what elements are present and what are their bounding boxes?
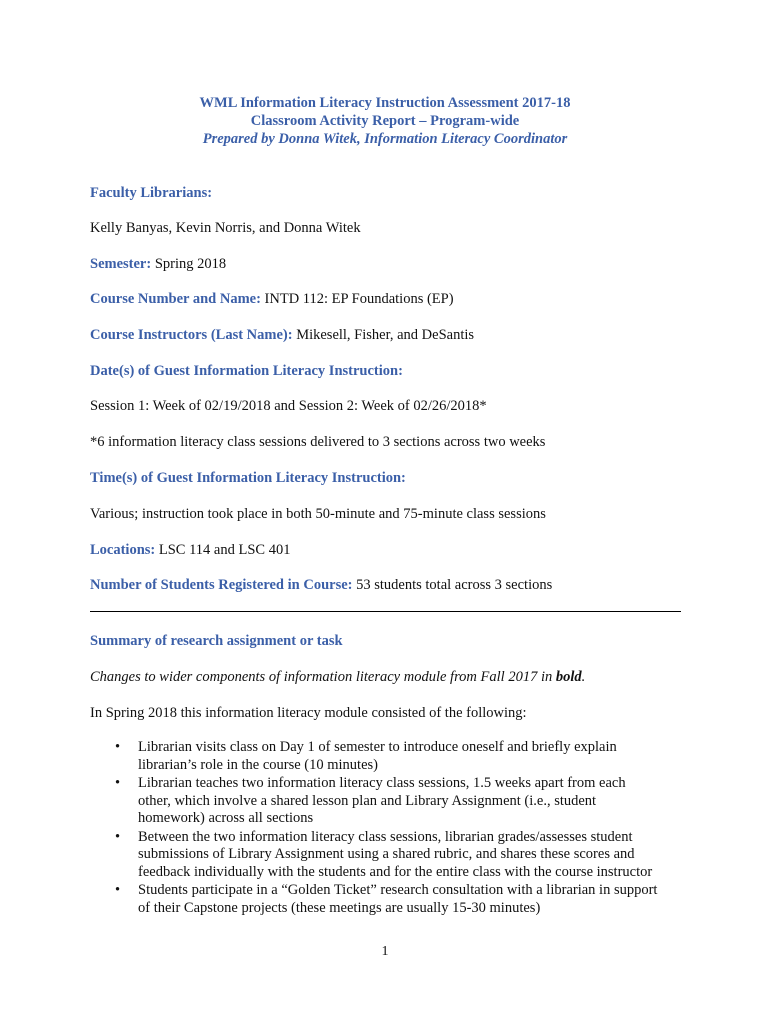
list-item-line: homework) across all sections bbox=[138, 810, 314, 826]
faculty-label: Faculty Librarians: bbox=[90, 185, 213, 201]
list-item-line: other, which involve a shared lesson plan and Library Assignment (i.e., student bbox=[138, 792, 597, 809]
changes-text: Changes to wider components of information literacy module from Fall 2017 in bbox=[90, 669, 556, 685]
locations-value: LSC 114 and LSC 401 bbox=[155, 542, 291, 558]
course-label: Course Number and Name: bbox=[90, 291, 261, 307]
list-item-line: Librarian teaches two information literacy class sessions, 1.5 weeks apart from each bbox=[138, 775, 626, 791]
times-label: Time(s) of Guest Information Literacy Instruction: bbox=[90, 470, 406, 486]
course-row bbox=[90, 290, 454, 308]
list-item bbox=[90, 829, 690, 882]
faculty-value: Kelly Banyas, Kevin Norris, and Donna Witek bbox=[90, 220, 361, 236]
times-value: Various; instruction took place in both 50-minute and 75-minute class sessions bbox=[90, 506, 546, 522]
instructors-label: Course Instructors (Last Name): bbox=[90, 327, 293, 343]
report-subtitle: Classroom Activity Report – Program-wide bbox=[250, 113, 520, 129]
students-label: Number of Students Registered in Course: bbox=[90, 577, 353, 593]
course-value: INTD 112: EP Foundations (EP) bbox=[260, 291, 454, 307]
dates-value: Session 1: Week of 02/19/2018 and Session 2: Week of 02/26/2018* bbox=[90, 398, 487, 414]
bullet-icon: • bbox=[115, 739, 121, 755]
summary-heading: Summary of research assignment or task bbox=[90, 633, 343, 649]
changes-end: . bbox=[581, 669, 586, 685]
page-number: 1 bbox=[381, 944, 389, 959]
report-author: Prepared by Donna Witek, Information Literacy Coordinator bbox=[202, 131, 568, 147]
semester-row bbox=[90, 255, 226, 273]
dates-note: *6 information literacy class sessions delivered to 3 sections across two weeks bbox=[90, 434, 546, 450]
list-item-line: Between the two information literacy class sessions, librarian grades/assesses student bbox=[138, 828, 633, 845]
students-row bbox=[90, 576, 552, 594]
bullet-icon: • bbox=[115, 775, 121, 791]
list-item-line: Librarian visits class on Day 1 of semester to introduce oneself and briefly explain bbox=[138, 739, 617, 755]
instructors-row bbox=[90, 326, 474, 344]
locations-row bbox=[90, 541, 290, 559]
list-item-line: submissions of Library Assignment using a shared rubric, and shares these scores and bbox=[138, 846, 635, 862]
report-title: WML Information Literacy Instruction Assessment 2017-18 bbox=[199, 95, 571, 111]
dates-label: Date(s) of Guest Information Literacy Instruction: bbox=[90, 363, 403, 379]
report-header bbox=[0, 94, 770, 148]
list-item-line: feedback individually with the students and for the entire class with the course instructor bbox=[138, 863, 653, 880]
list-item-line: Students participate in a “Golden Ticket” research consultation with a librarian in support bbox=[138, 882, 658, 898]
students-value: 53 students total across 3 sections bbox=[352, 577, 553, 593]
changes-bold: bold bbox=[555, 669, 582, 685]
list-item bbox=[90, 882, 690, 917]
instructors-value: Mikesell, Fisher, and DeSantis bbox=[292, 327, 475, 343]
section-divider bbox=[90, 611, 681, 612]
list-item-line: librarian’s role in the course (10 minutes) bbox=[138, 756, 378, 773]
bullet-icon: • bbox=[115, 882, 121, 898]
locations-label: Locations: bbox=[90, 542, 156, 558]
semester-value: Spring 2018 bbox=[151, 256, 227, 272]
module-intro: In Spring 2018 this information literacy module consisted of the following: bbox=[90, 705, 527, 721]
module-bullet-list bbox=[90, 739, 690, 918]
list-item bbox=[90, 775, 690, 828]
semester-label: Semester: bbox=[90, 256, 152, 272]
bullet-icon: • bbox=[115, 828, 121, 845]
list-item bbox=[90, 739, 690, 774]
list-item-line: of their Capstone projects (these meetings are usually 15-30 minutes) bbox=[138, 899, 541, 916]
changes-note bbox=[90, 668, 585, 686]
